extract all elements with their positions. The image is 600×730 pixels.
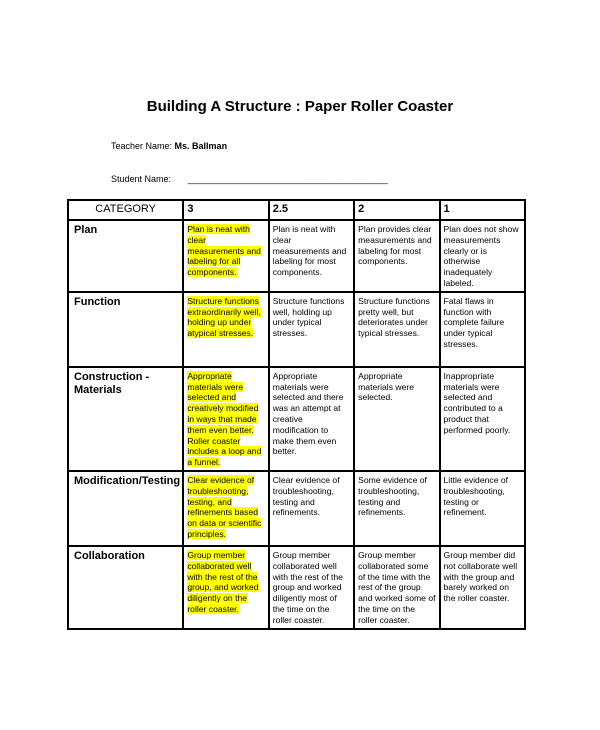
highlighted-text: Appropriate materials were selected and creatively modified in ways that made them even better. Roller coaster includes a loop and a funnel. [187,370,262,468]
document-title: Building A Structure : Paper Roller Coaster [146,98,454,115]
cell-function-2: Structure functions pretty well, but deteriorates under typical stresses. [354,292,439,367]
category-modification: Modification/Testing [68,471,183,546]
highlighted-text: Structure functions extraordinarily well, holding up under atypical stresses. [187,295,261,339]
cell-construction-3 [183,367,268,471]
rubric-row-modification [68,471,525,546]
category-collaboration: Collaboration [68,546,183,629]
cell-modification-2-5: Clear evidence of troubleshooting, testing and refinements. [269,471,354,546]
header-score-1: 1 [440,200,525,220]
cell-function-3 [183,292,268,367]
rubric-header-row [68,200,525,220]
header-category: CATEGORY [68,200,183,220]
student-name-blank[interactable]: ________________________________________ [187,174,388,184]
student-label: Student Name: [111,174,172,184]
cell-modification-2: Some evidence of troubleshooting, testing and refinements. [354,471,439,546]
rubric-row-plan [68,220,525,292]
cell-function-1: Fatal flaws in function with complete failure under typical stresses. [440,292,525,367]
header-score-3: 3 [183,200,268,220]
teacher-name: Ms. Ballman [174,141,228,151]
header-score-2: 2 [354,200,439,220]
highlighted-text: Plan is neat with clear measurements and labeling for all components. [187,224,261,278]
highlighted-text: Clear evidence of troubleshooting, testing, and refinements based on data or scientific principles. [187,474,262,539]
cell-construction-2-5: Appropriate materials were selected and there was an attempt at creative modification to make them even better. [269,367,354,471]
highlighted-text: Group member collaborated well with the rest of the group, and worked diligently on the roller coaster. [187,549,259,614]
cell-construction-2: Appropriate materials were selected. [354,367,439,471]
teacher-name-line [111,141,227,151]
rubric-row-construction [68,367,525,471]
category-plan: Plan [68,220,183,292]
cell-modification-1: Little evidence of troubleshooting, testing or refinement. [440,471,525,546]
rubric-table [67,199,526,630]
header-score-2-5: 2.5 [269,200,354,220]
rubric-row-collaboration [68,546,525,629]
cell-plan-2: Plan provides clear measurements and labeling for most components. [354,220,439,292]
cell-plan-1: Plan does not show measurements clearly or is otherwise inadequately labeled. [440,220,525,292]
category-function: Function [68,292,183,367]
cell-collaboration-1: Group member did not collaborate well with the group and barely worked on the roller coaster. [440,546,525,629]
cell-collaboration-3 [183,546,268,629]
cell-modification-3 [183,471,268,546]
rubric-row-function [68,292,525,367]
cell-plan-2-5: Plan is neat with clear measurements and labeling for most components. [269,220,354,292]
teacher-label: Teacher Name: [111,141,173,151]
cell-collaboration-2-5: Group member collaborated well with the rest of the group and worked diligently most of the time on the roller coaster. [269,546,354,629]
student-name-line [111,174,388,184]
cell-plan-3 [183,220,268,292]
category-construction: Construction -Materials [68,367,183,471]
cell-construction-1: Inappropriate materials were selected and contributed to a product that performed poorly. [440,367,525,471]
cell-function-2-5: Structure functions well, holding up under typical stresses. [269,292,354,367]
cell-collaboration-2: Group member collaborated some of the time with the rest of the group and worked some of the time on the roller coaster. [354,546,439,629]
